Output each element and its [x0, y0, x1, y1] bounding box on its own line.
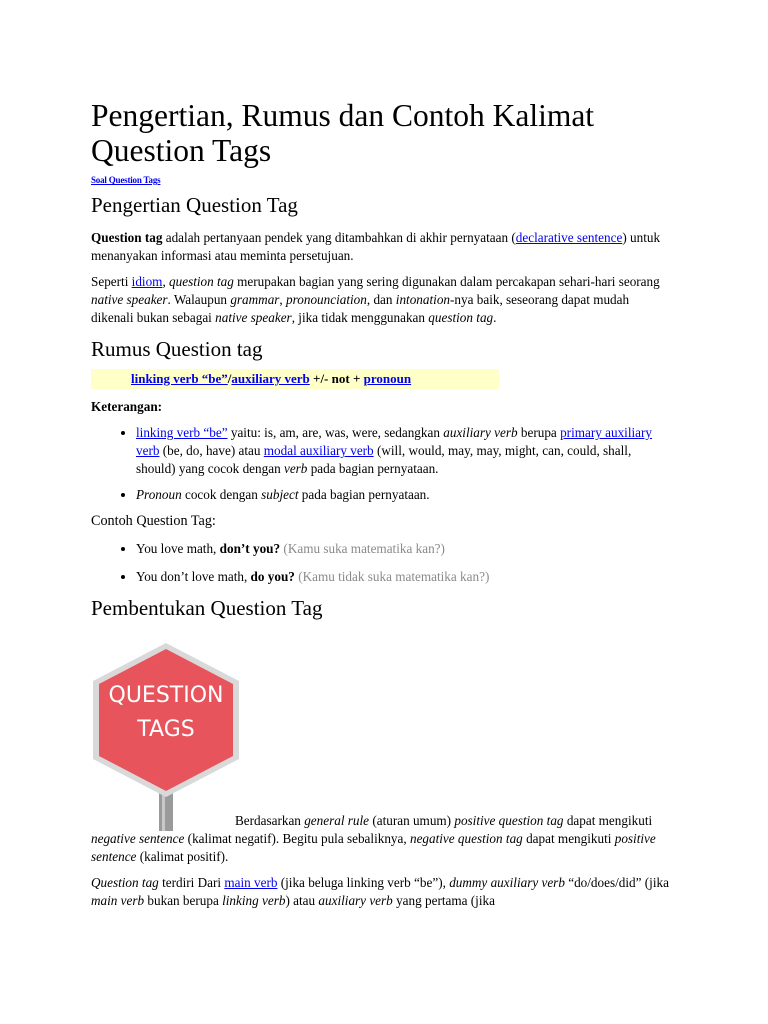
italic-text: verb	[283, 461, 308, 476]
list-item	[136, 568, 671, 586]
text: (will, would, may, may, might, can, could, shall, should) yang cocok dengan	[136, 443, 632, 476]
heading-rumus: Rumus Question tag	[91, 337, 263, 361]
primary-auxiliary-verb-link[interactable]: primary auxiliary verb	[136, 425, 652, 458]
linking-verb-be-link[interactable]: linking verb “be”	[136, 425, 228, 440]
italic-text: negative sentence	[91, 831, 185, 846]
heading-contoh: Contoh Question Tag:	[91, 513, 216, 529]
italic-text: Question tag	[91, 875, 159, 890]
sign-text-line-1: QUESTION	[108, 683, 224, 708]
text: (kalimat positif).	[136, 849, 229, 864]
italic-text: auxiliary verb	[443, 425, 518, 440]
italic-text: Pronoun	[136, 487, 182, 502]
text: “do/does/did” (jika	[564, 875, 669, 890]
page-title: Pengertian, Rumus dan Contoh Kalimat Question Tags	[91, 98, 595, 168]
italic-text: main verb	[91, 893, 145, 908]
soal-question-tags-link[interactable]: Soal Question Tags	[91, 175, 161, 185]
pengertian-paragraph-2	[91, 273, 671, 327]
text: . Walaupun	[167, 292, 231, 307]
text: (jika beluga linking verb “be”),	[277, 875, 450, 890]
keterangan-list	[91, 424, 671, 504]
translation: (Kamu tidak suka matematika kan?)	[294, 569, 490, 584]
italic-text: general rule	[304, 813, 370, 828]
italic-text: subject	[261, 487, 299, 502]
question-tags-sign-image	[91, 641, 241, 831]
bold-text: don’t you?	[219, 541, 281, 556]
term-question-tag: Question tag	[91, 230, 163, 245]
auxiliary-verb-link[interactable]: auxiliary verb	[231, 371, 310, 386]
pembentukan-paragraph-1	[91, 812, 671, 866]
translation: (Kamu suka matematika kan?)	[280, 541, 445, 556]
text: ,	[279, 292, 287, 307]
italic-text: positive question tag	[454, 813, 564, 828]
italic-text: pronounciation	[286, 292, 367, 307]
text: bukan berupa	[144, 893, 223, 908]
sign-text-line-2: TAGS	[137, 717, 195, 742]
italic-text: grammar	[230, 292, 280, 307]
pronoun-link[interactable]: pronoun	[363, 371, 412, 386]
text: berupa	[517, 425, 561, 440]
text: adalah pertanyaan pendek yang ditambahkan di akhir pernyataan (	[162, 230, 516, 245]
text: cocok dengan	[181, 487, 262, 502]
text: merupakan bagian yang sering digunakan dalam percakapan sehari-hari seorang	[233, 274, 660, 289]
heading-pembentukan: Pembentukan Question Tag	[91, 596, 323, 620]
pengertian-paragraph-1	[91, 229, 671, 265]
text: terdiri Dari	[158, 875, 225, 890]
list-item	[136, 486, 671, 504]
modal-auxiliary-verb-link[interactable]: modal auxiliary verb	[263, 443, 374, 458]
text: ) atau	[285, 893, 319, 908]
list-item	[136, 540, 671, 558]
declarative-sentence-link[interactable]: declarative sentence	[515, 230, 623, 245]
contoh-list	[91, 540, 671, 586]
text: Seperti	[91, 274, 132, 289]
text: , jika tidak menggunakan	[291, 310, 429, 325]
text: +/- not +	[309, 371, 364, 386]
bold-text: do you?	[250, 569, 295, 584]
keterangan-label: Keterangan:	[91, 399, 163, 414]
italic-text: native speaker	[91, 292, 168, 307]
text: pada bagian pernyataan.	[307, 461, 439, 476]
pembentukan-body	[91, 812, 671, 910]
text: ) untuk menanyakan informasi atau meminta persetujuan.	[91, 230, 661, 263]
text: yang pertama (jika	[392, 893, 495, 908]
text: yaitu: is, am, are, was, were, sedangkan	[227, 425, 444, 440]
list-item	[136, 424, 671, 478]
text: ,	[162, 274, 170, 289]
italic-text: positive sentence	[91, 831, 656, 864]
text: You love math,	[136, 541, 220, 556]
text: /	[227, 371, 232, 386]
text: (be, do, have) atau	[159, 443, 264, 458]
heading-pengertian: Pengertian Question Tag	[91, 193, 298, 217]
pembentukan-paragraph-2	[91, 874, 671, 910]
text: (kalimat negatif). Begitu pula sebaliknya,	[184, 831, 410, 846]
main-verb-link[interactable]: main verb	[224, 875, 278, 890]
italic-text: dummy auxiliary verb	[449, 875, 565, 890]
article	[91, 98, 671, 621]
text: , dan	[366, 292, 396, 307]
idiom-link[interactable]: idiom	[131, 274, 163, 289]
italic-text: question tag	[169, 274, 234, 289]
text: -nya baik, seseorang dapat mudah dikenali bukan sebagai	[91, 292, 630, 325]
text: (aturan umum)	[369, 813, 455, 828]
linking-verb-link[interactable]: linking verb “be”	[131, 371, 228, 386]
text: .	[493, 310, 497, 325]
italic-text: question tag	[428, 310, 494, 325]
italic-text: negative question tag	[409, 831, 523, 846]
text: pada bagian pernyataan.	[298, 487, 430, 502]
formula-box	[91, 369, 499, 389]
text: dapat mengikuti	[522, 831, 615, 846]
text: You don’t love math,	[136, 569, 251, 584]
italic-text: auxiliary verb	[318, 893, 393, 908]
text: Berdasarkan	[235, 813, 305, 828]
italic-text: native speaker	[215, 310, 292, 325]
text: dapat mengikuti	[563, 813, 653, 828]
italic-text: intonation	[395, 292, 451, 307]
italic-text: linking verb	[222, 893, 286, 908]
